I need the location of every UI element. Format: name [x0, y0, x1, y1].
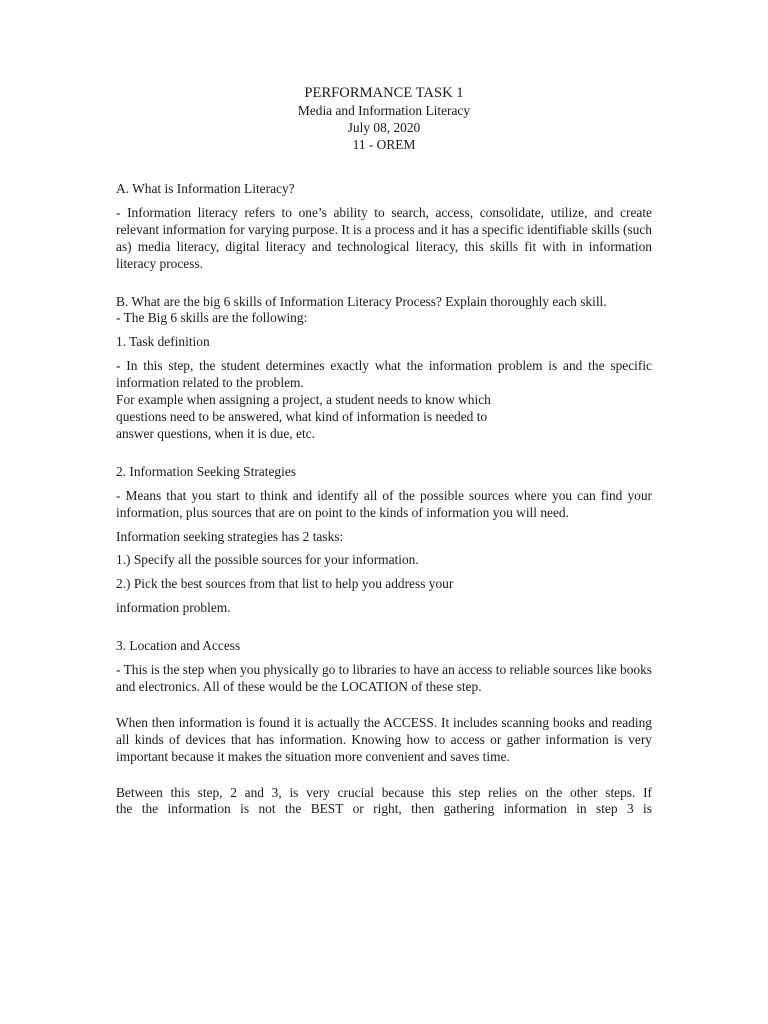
document-subject: Media and Information Literacy: [297, 103, 471, 118]
skill-3-closing: [116, 785, 652, 819]
skill-1-example-line: For example when assigning a project, a student needs to know which: [116, 392, 491, 408]
question-b: B. What are the big 6 skills of Information Literacy Process? Explain thoroughly each skill.: [116, 293, 607, 309]
document-date: July 08, 2020: [347, 120, 421, 135]
skill-3-closing-line: the the information is not the BEST or right, then gathering information in step 3 is: [116, 801, 652, 817]
document-title: PERFORMANCE TASK 1: [304, 85, 464, 101]
question-a: A. What is Information Literacy?: [116, 181, 295, 196]
skill-1-example: [116, 392, 652, 443]
skill-1-description: - In this step, the student determines exactly what the information problem is and the specific information related to the problem.: [116, 358, 652, 391]
big6-intro: - The Big 6 skills are the following:: [116, 310, 308, 326]
skill-3-closing-line: Between this step, 2 and 3, is very crucial because this step relies on the other steps. If: [116, 784, 652, 800]
skill-1-example-line: questions need to be answered, what kind of information is needed to: [116, 408, 488, 424]
skill-2-task-2: 2.) Pick the best sources from that list to help you address your: [116, 576, 454, 592]
skill-3-heading: 3. Location and Access: [116, 638, 241, 654]
skill-2-heading: 2. Information Seeking Strategies: [116, 463, 296, 479]
skill-2-task-2-cont: information problem.: [116, 600, 231, 616]
skill-3-access-paragraph: When then information is found it is actually the ACCESS. It includes scanning books and reading all kinds of devices that has information. Knowing how to access or gather information is very important because it makes the situation more convenient and saves time.: [116, 714, 652, 764]
skill-3-description: - This is the step when you physically go to libraries to have an access to reliable sources like books and electronics. All of these would be the LOCATION of these step.: [116, 662, 652, 694]
skill-1-example-line: answer questions, when it is due, etc.: [116, 425, 315, 441]
skill-2-description: - Means that you start to think and identify all of the possible sources where you can find your information, plus sources that are on point to the kinds of information you will need.: [116, 487, 652, 520]
document-section: 11 - OREM: [352, 137, 416, 152]
document-page: [116, 84, 652, 825]
skill-2-task-1: 1.) Specify all the possible sources for your information.: [116, 552, 419, 568]
answer-a: - Information literacy refers to one’s ability to search, access, consolidate, utilize, and create relevant information for varying purpose. It is a process and it has a specific identifiable skills (such as) media literacy, digital literacy and technological literacy, this skills fit with in information literacy process.: [116, 204, 652, 271]
document-header: [116, 84, 652, 153]
skill-2-tasks-intro: Information seeking strategies has 2 tasks:: [116, 528, 344, 544]
skill-1-heading: 1. Task definition: [116, 334, 210, 350]
